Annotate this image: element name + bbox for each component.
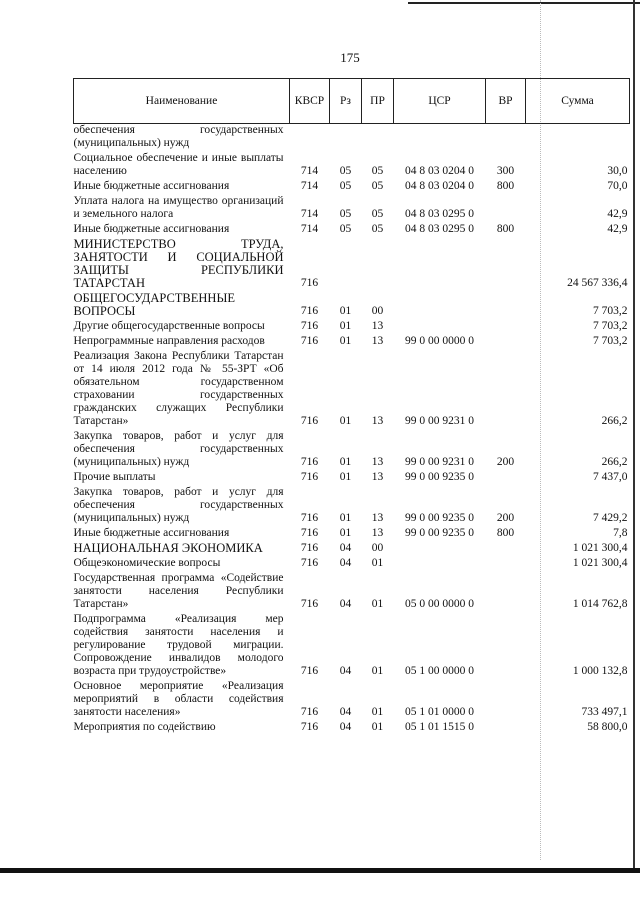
cell-kvsr: 716 <box>300 598 319 610</box>
cell-pr: 01 <box>371 665 384 677</box>
cell-name: ОБЩЕГОСУДАРСТВЕННЫЕ ВОПРОСЫ <box>73 291 235 318</box>
cell-pr: 05 <box>371 180 384 192</box>
cell-rz: 04 <box>339 665 352 677</box>
cell-rz: 04 <box>339 721 352 733</box>
cell-vr <box>486 292 526 320</box>
cell-rz: 04 <box>339 542 352 554</box>
cell-name: Общеэкономические вопросы <box>73 557 221 569</box>
cell-sum: 7 429,2 <box>593 512 628 524</box>
cell-csr: 99 0 00 9231 0 <box>405 456 474 468</box>
cell-sum: 24 567 336,4 <box>567 277 628 289</box>
cell-kvsr: 716 <box>300 415 319 427</box>
cell-csr <box>394 542 486 557</box>
table-header-row <box>74 79 630 124</box>
header-name: Наименование <box>74 79 290 124</box>
cell-sum: 1 014 762,8 <box>572 598 628 610</box>
cell-kvsr: 716 <box>300 706 319 718</box>
cell-rz: 05 <box>339 165 352 177</box>
cell-sum: 7 437,0 <box>593 471 628 483</box>
cell-kvsr: 716 <box>300 471 319 483</box>
cell-sum: 30,0 <box>607 165 628 177</box>
cell-name: Прочие выплаты <box>73 471 156 483</box>
cell-vr <box>486 335 526 350</box>
cell-rz: 04 <box>339 706 352 718</box>
table-row <box>74 292 630 320</box>
cell-rz: 01 <box>339 335 352 347</box>
cell-pr: 00 <box>371 305 384 317</box>
cell-name: Уплата налога на имущество организаций и земельного налога <box>73 195 284 220</box>
cell-pr: 13 <box>371 512 384 524</box>
cell-csr: 99 0 00 9235 0 <box>405 527 474 539</box>
cell-sum: 58 800,0 <box>587 721 628 733</box>
cell-rz: 05 <box>339 208 352 220</box>
cell-csr: 99 0 00 9235 0 <box>405 512 474 524</box>
cell-vr <box>486 572 526 613</box>
cell-rz: 01 <box>339 527 352 539</box>
table-row <box>74 542 630 557</box>
cell-vr: 200 <box>496 512 515 524</box>
table-row <box>74 471 630 486</box>
cell-pr: 13 <box>371 527 384 539</box>
cell-vr: 800 <box>496 527 515 539</box>
table-row <box>74 335 630 350</box>
cell-csr <box>394 320 486 335</box>
table-row <box>74 152 630 180</box>
table-row <box>74 430 630 471</box>
cell-pr: 13 <box>371 456 384 468</box>
cell-vr <box>486 613 526 680</box>
cell-name: МИНИСТЕРСТВО ТРУДА, ЗАНЯТОСТИ И СОЦИАЛЬНОЙ ЗАЩИТЫ РЕСПУБЛИКИ ТАТАРСТАН <box>73 237 284 290</box>
cell-rz <box>330 124 362 153</box>
cell-name: Иные бюджетные ассигнования <box>73 223 230 235</box>
cell-csr: 04 8 03 0295 0 <box>405 208 474 220</box>
table-row <box>74 124 630 153</box>
cell-kvsr: 716 <box>300 527 319 539</box>
cell-name: Реализация Закона Республики Татарстан от 14 июля 2012 года № 55-ЗРТ «Об обязательном государственном страховании государственных гражданских служащих Республики Татарстан» <box>73 350 284 427</box>
cell-kvsr: 716 <box>300 721 319 733</box>
table-row <box>74 527 630 542</box>
cell-name: Государственная программа «Содействие занятости населения Республики Татарстан» <box>73 572 284 610</box>
cell-pr: 05 <box>371 165 384 177</box>
cell-csr: 05 1 01 0000 0 <box>405 706 474 718</box>
cell-csr <box>394 557 486 572</box>
cell-csr: 04 8 03 0204 0 <box>405 165 474 177</box>
header-sum: Сумма <box>526 79 630 124</box>
cell-kvsr: 714 <box>300 223 319 235</box>
cell-pr: 05 <box>371 208 384 220</box>
header-pr: ПР <box>362 79 394 124</box>
cell-vr: 300 <box>496 165 515 177</box>
cell-kvsr: 716 <box>300 557 319 569</box>
table-row <box>74 195 630 223</box>
cell-kvsr: 716 <box>300 542 319 554</box>
cell-name: Мероприятия по содействию <box>73 721 216 733</box>
cell-name: Непрограммные направления расходов <box>73 335 265 347</box>
cell-csr: 04 8 03 0295 0 <box>405 223 474 235</box>
table-row <box>74 223 630 238</box>
cell-rz: 01 <box>339 512 352 524</box>
cell-rz <box>330 238 362 292</box>
cell-csr: 99 0 00 9235 0 <box>405 471 474 483</box>
table-row <box>74 180 630 195</box>
cell-csr: 99 0 00 9231 0 <box>405 415 474 427</box>
cell-pr: 13 <box>371 320 384 332</box>
cell-pr <box>362 238 394 292</box>
header-rz: Рз <box>330 79 362 124</box>
cell-pr <box>362 124 394 153</box>
cell-kvsr: 716 <box>300 335 319 347</box>
cell-pr: 05 <box>371 223 384 235</box>
cell-kvsr: 716 <box>300 277 319 289</box>
cell-kvsr: 716 <box>300 320 319 332</box>
cell-name: Иные бюджетные ассигнования <box>73 527 230 539</box>
page-number: 175 <box>340 50 360 65</box>
cell-kvsr: 716 <box>300 456 319 468</box>
cell-name: Закупка товаров, работ и услуг для обеспечения государственных (муниципальных) нужд <box>73 486 284 524</box>
cell-rz: 04 <box>339 598 352 610</box>
cell-sum: 266,2 <box>601 415 628 427</box>
table-row <box>74 486 630 527</box>
cell-name: Основное мероприятие «Реализация мероприятий в области содействия занятости населения» <box>73 680 284 718</box>
cell-rz: 01 <box>339 305 352 317</box>
cell-kvsr: 714 <box>300 180 319 192</box>
cell-vr <box>486 471 526 486</box>
cell-sum: 1 000 132,8 <box>572 665 628 677</box>
cell-csr <box>394 292 486 320</box>
cell-rz: 01 <box>339 456 352 468</box>
cell-sum: 1 021 300,4 <box>572 542 628 554</box>
budget-table <box>73 78 630 736</box>
header-kvsr: КВСР <box>290 79 330 124</box>
table-row <box>74 350 630 430</box>
cell-csr <box>394 238 486 292</box>
cell-csr: 05 0 00 0000 0 <box>405 598 474 610</box>
cell-rz: 01 <box>339 320 352 332</box>
cell-vr <box>486 721 526 736</box>
table-row <box>74 238 630 292</box>
cell-kvsr: 716 <box>300 512 319 524</box>
cell-vr <box>486 195 526 223</box>
cell-vr <box>486 320 526 335</box>
cell-csr: 05 1 00 0000 0 <box>405 665 474 677</box>
cell-pr: 13 <box>371 415 384 427</box>
cell-name: НАЦИОНАЛЬНАЯ ЭКОНОМИКА <box>73 541 263 555</box>
cell-vr <box>486 557 526 572</box>
cell-vr: 800 <box>496 223 515 235</box>
cell-vr: 200 <box>496 456 515 468</box>
cell-sum: 42,9 <box>607 208 628 220</box>
cell-kvsr: 714 <box>300 165 319 177</box>
cell-rz: 05 <box>339 223 352 235</box>
cell-csr: 04 8 03 0204 0 <box>405 180 474 192</box>
cell-rz: 05 <box>339 180 352 192</box>
cell-vr <box>486 542 526 557</box>
cell-pr: 00 <box>371 542 384 554</box>
table-row <box>74 572 630 613</box>
cell-sum: 1 021 300,4 <box>572 557 628 569</box>
cell-sum: 42,9 <box>607 223 628 235</box>
right-scan-edge <box>633 0 635 872</box>
cell-name: Социальное обеспечение и иные выплаты населению <box>73 152 284 177</box>
top-border-line <box>408 2 640 4</box>
cell-kvsr <box>290 124 330 153</box>
cell-vr: 800 <box>496 180 515 192</box>
cell-name: Иные бюджетные ассигнования <box>73 180 230 192</box>
table-row <box>74 721 630 736</box>
cell-sum: 7 703,2 <box>593 305 628 317</box>
table-row <box>74 557 630 572</box>
header-vr: ВР <box>486 79 526 124</box>
cell-sum: 266,2 <box>601 456 628 468</box>
cell-sum: 7,8 <box>613 527 628 539</box>
cell-pr: 01 <box>371 706 384 718</box>
cell-name: Другие общегосударственные вопросы <box>73 320 265 332</box>
cell-name: Закупка товаров, работ и услуг для обеспечения государственных (муниципальных) нужд <box>73 430 284 468</box>
cell-kvsr: 716 <box>300 665 319 677</box>
cell-sum: 733 497,1 <box>581 706 628 718</box>
cell-name: Подпрограмма «Реализация мер содействия занятости населения и регулирование трудовой миграции. Сопровождение инвалидов молодого возраста при трудоустройстве» <box>73 613 284 677</box>
table-body <box>74 124 630 737</box>
cell-sum <box>526 124 630 153</box>
cell-rz: 01 <box>339 471 352 483</box>
cell-vr <box>486 680 526 721</box>
cell-sum: 70,0 <box>607 180 628 192</box>
cell-pr: 13 <box>371 471 384 483</box>
cell-vr <box>486 124 526 153</box>
table-row <box>74 680 630 721</box>
cell-sum: 7 703,2 <box>593 320 628 332</box>
cell-kvsr: 716 <box>300 305 319 317</box>
cell-pr: 01 <box>371 598 384 610</box>
cell-csr: 05 1 01 1515 0 <box>405 721 474 733</box>
cell-pr: 01 <box>371 557 384 569</box>
cell-rz: 01 <box>339 415 352 427</box>
cell-csr: 99 0 00 0000 0 <box>405 335 474 347</box>
cell-pr: 01 <box>371 721 384 733</box>
cell-sum: 7 703,2 <box>593 335 628 347</box>
cell-pr: 13 <box>371 335 384 347</box>
cell-csr <box>394 124 486 153</box>
cell-name: обеспечения государственных (муниципальных) нужд <box>73 124 284 149</box>
cell-kvsr: 714 <box>300 208 319 220</box>
cell-vr <box>486 350 526 430</box>
header-csr: ЦСР <box>394 79 486 124</box>
table-row <box>74 320 630 335</box>
table-row <box>74 613 630 680</box>
cell-rz: 04 <box>339 557 352 569</box>
cell-vr <box>486 238 526 292</box>
bottom-scan-bar <box>0 868 640 873</box>
